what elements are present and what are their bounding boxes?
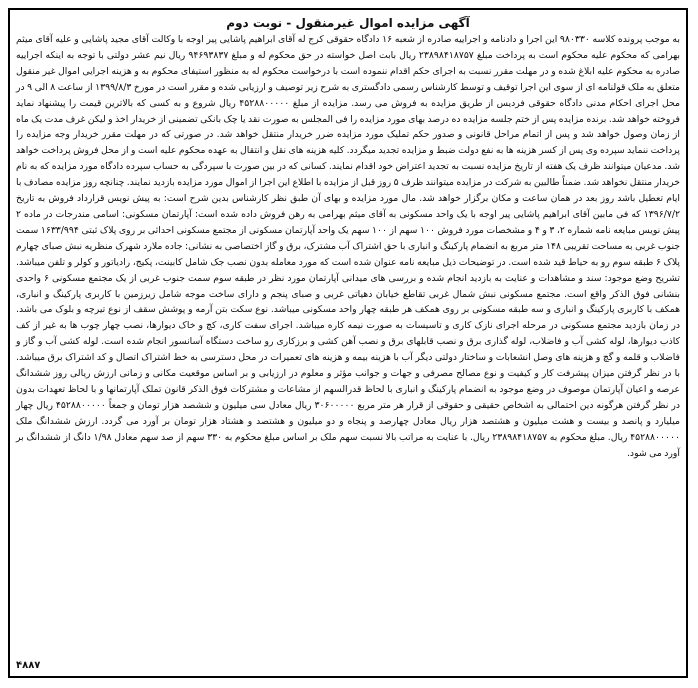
notice-frame <box>8 8 688 678</box>
notice-title: آگهی مزایده اموال غیرمنقول - نوبت دوم <box>226 16 470 30</box>
notice-reference-number: ۴۸۸۷ <box>16 660 41 671</box>
notice-body-text: به موجب پرونده کلاسه ۹۸۰۳۳۰ این اجرا و دادنامه و اجراییه صادره از شعبه ۱۶ دادگاه حقوقی کرج له آقای ابراهیم پاشایی پیر اوجه با وکالت آقای مجید پاشایی و علیه آقای میثم بهرامی که محکوم علیه محکوم است به پرداخت مبلغ ۲۳۸۹۸۴۱۸۷۵۷ ریال بابت اصل خواسته در حق محکوم له و مبلغ ۹۴۶۹۳۸۳۷ ریال نیم عشر دولتی با توجه به اینکه اجراییه صادره به محکوم علیه ابلاغ شده و در مهلت مقرر نسبت به اجرای حکم اقدام ننموده است با درخواست محکوم له به منظور استیفای محکوم به و هزینه اجرایی اموال غیر منقول متعلق به ملک قولنامه ای از سوی این اجرا توقیف و توسط کارشناس رسمی دادگستری به شرح زیر توصیف و ارزیابی شده و مقرر است در مورخ ۱۳۹۹/۸/۳ از ساعت ۸ الی ۹ در محل اجرای احکام مدنی دادگاه حقوقی فردیس از طریق مزایده به فروش می رسد. مزایده از مبلغ ۴۵۲۸۸۰۰۰۰۰ ریال شروع و به کسی که بالاترین قیمت را پیشنهاد نماید فروخته خواهد شد. برنده مزایده پس از ختم جلسه مزایده ده درصد بهای مورد مزایده را فی المجلس به صورت نقد یا چک بانکی تضمینی از خریدار اخذ و لیکن غرف مدت یک ماه از زمان وصول خواهد شد و پس از اتمام مراحل قانونی و صدور حکم تملیک مورد مزایده ضرر خریدار منتقل خواهد شد. در صورتی که در مهلت مقرر خریدار وجه مزایده را پرداخت ننماید سپرده وی پس از کسر هزینه ها به نفع دولت ضبط و مزایده تجدید میگردد. کلیه هزینه های نقل و انتقال به عهده محکوم علیه است و از محل فروش پرداخت خواهد شد. مدعیان میتوانند ظرف یک هفته از تاریخ مزایده نسبت به تجدید اعتراض خود اقدام نمایند. کسانی که در بین صورت با سپردگی به حساب سپرده دادگاه مورد مزایده که به نام خریدار منتقل نخواهد شد. ضمناً طالبین به شرکت در مزایده میتوانند ظرف ۵ روز قبل از مزایده با اطلاع این اجرا از اموال مورد مزایده بازدید نمایند. چنانچه روز مزایده مصادف با ایام تعطیل باشد روز بعد در همان ساعت و مکان برگزار خواهد شد. مال مورد مزایده و بهای آن طبق نظر کارشناس بدین شرح است: به پیش نویس قرارداد فروش به تاریخ ۱۳۹۶/۷/۲ که فی مابین آقای ابراهیم پاشایی پیر اوجه با یک واحد مسکونی به آقای میثم بهرامی به رهن فروش داده شده است: آپارتمان مسکونی: اسامی مندرجات در ماده ۲ پیش نویس مبایعه نامه شماره ۲، ۳ و ۴ و مشخصات مورد فروش ۱۰۰ سهم از ۱۰۰ سهم یک واحد آپارتمان مسکونی از مجتمع مسکونی احداثی بر روی پلاک ثبتی ۱۶۳۳/۹۹۴ سمت جنوب غربی به مساحت تقریبی ۱۴۸ متر مربع به انضمام پارکینگ و انباری با حق اشتراک آب مشترک، برق و گاز اختصاصی به نشانی: جاده ملارد شهرک منظریه نبش صبای چهارم پلاک ۶ طبقه سوم رو به حیاط قید شده است. در توضیحات ذیل مبایعه نامه عنوان شده است که مورد معامله بدون نصب جک شامل کابینت، پکیج، رادیاتور و کولر و تلفن میباشد. تشریح وضع موجود: سند و مشاهدات و عنایت به بازدید انجام شده و بررسی های میدانی آپارتمان مورد نظر در طبقه سوم سمت جنوب غربی از یک مجتمع مسکونی ۶ واحدی بنشانی فوق الذکر واقع است. مجتمع مسکونی نبش شمال غربی تقاطع خیابان دهیاتی غربی و صبای پنجم و دارای ساخت موجه شامل زیرزمین با کاربری پارکینگ و انباری، همکف با کاربری پارکینگ و انباری و سه طبقه مسکونی بر روی همکف هر طبقه چهار واحد مسکونی میباشد. نوع سکت بتن آرمه و پوشش سقف از نوع تیرچه و بلوک می باشد. در زمان بازدید مجتمع مسکونی در مرحله اجرای نازک کاری و تاسیسات به صورت نیمه کاره میباشد. اجرای سفت کاری، کچ و خاک دیوارها، نصب چهار چوب ها به غیر از کف کاذب دیوارها، لوله کشی آب و فاضلاب، لوله گذاری برق و نصب قابلهای برق و نصب آهن کشی و برزکاری رو ساخت دستگاه آسانسور انجام شده است. لوله کشی آب و گاز و فاضلاب و قلمه و گچ و هزینه های وصل انشعابات و ساختار دولتی دیگر آب با هزینه بیمه و هزینه های تعمیرات در محل دسترسی به خط اشتراک اتصال و کد اشتراک برق میباشد. با در نظر گرفتن میزان پیشرفت کار و کیفیت و نوع مصالح مصرفی و جهات و جوانب مؤثر و معلوم در ارزیابی و بر اساس موقعیت مکانی و زمانی ارزش ریالی روز ششدانگ عرصه و اعیان آپارتمان موصوف در وضع موجود به انضمام پارکینگ و انباری با لحاظ قدرالسهم از مشاعات و مشترکات فوق الذکر قانون تملک آپارتمانها و با لحاظ تعهدات بدون در نظر گرفتن هرگونه دین احتمالی به اشخاص حقیقی و حقوقی از قرار هر متر مربع ۳۰۶۰۰۰۰۰ ریال معادل سی میلیون و ششصد هزار تومان و جمعاً ۴۵۲۸۸۰۰۰۰۰ ریال چهار میلیارد و پانصد و بیست و هشت میلیون و هشتصد هزار ریال معادل چهارصد و پنجاه و دو میلیون و هشتصد و هشتاد هزار تومان بر آورد می گردد. ارزش ششدانگ ملک ۴۵۲۸۸۰۰۰۰۰ ریال. مبلغ محکوم به ۲۳۸۹۸۴۱۸۷۵۷ ریال. با عنایت به مراتب بالا نسبت سهم ملک بر اساس مبلغ محکوم به ۳۳۰ سهم از صد سهم معادل ۱/۹۸ دانگ از ششدانگ بر آورد می شود. <box>16 34 681 459</box>
